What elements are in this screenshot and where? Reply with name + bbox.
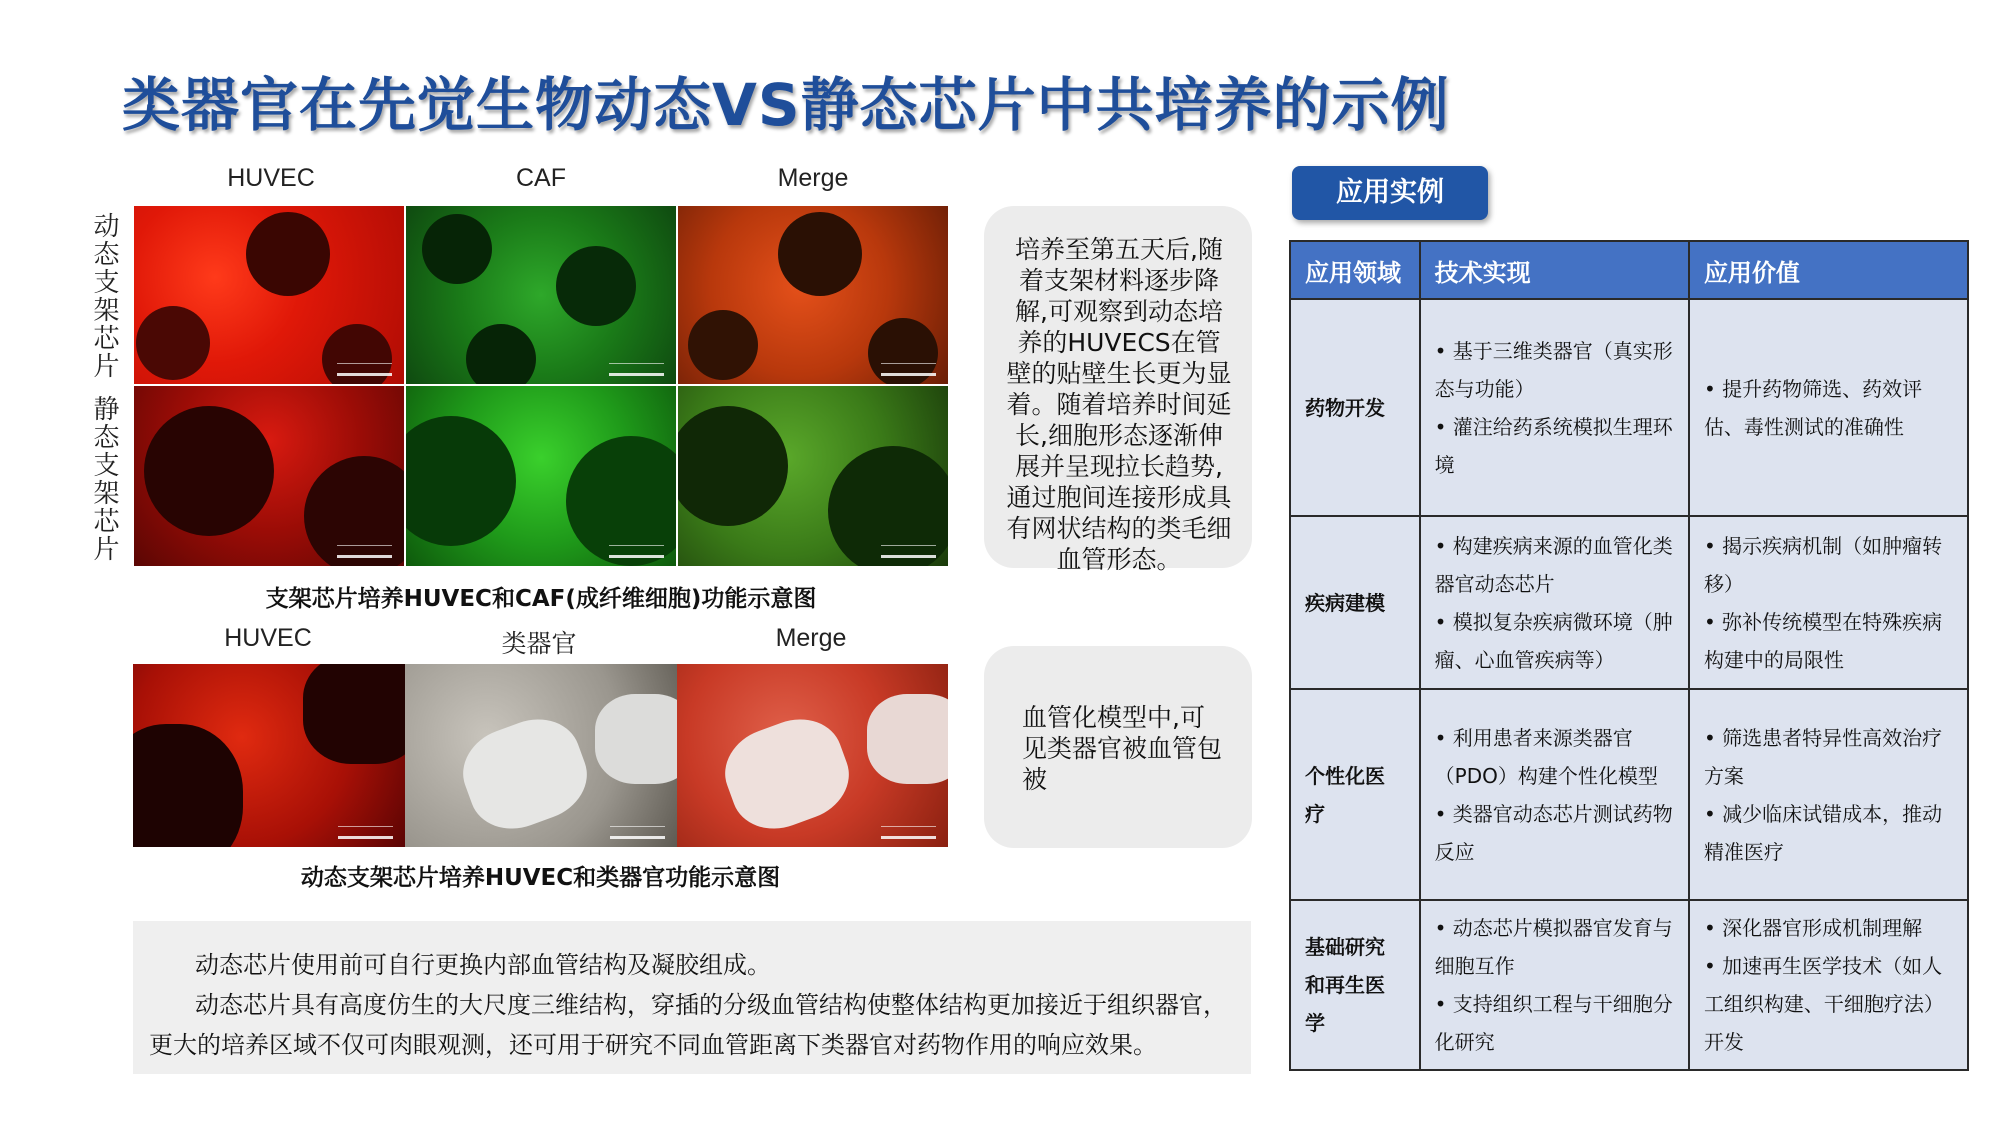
list-item: • 加速再生医学技术（如人工组织构建、干细胞疗法）开发 [1703, 954, 1944, 1054]
micrograph-organoid-merge [677, 664, 948, 847]
list-item: • 动态芯片模拟器官发育与细胞互作 [1434, 916, 1673, 978]
row-tech [1420, 299, 1689, 516]
micrograph-huvec-organoid [133, 664, 405, 847]
micrograph-dynamic-merge [678, 206, 948, 384]
list-item: • 灌注给药系统模拟生理环境 [1434, 414, 1673, 477]
fig1-col-merge: Merge [777, 164, 849, 192]
application-examples-tag: 应用实例 [1292, 166, 1488, 220]
header-tech: 技术实现 [1420, 241, 1689, 299]
list-item: • 深化器官形成机制理解 [1703, 916, 1923, 940]
list-item: • 提升药物筛选、药效评估、毒性测试的准确性 [1703, 376, 1923, 439]
bottom-description [133, 921, 1251, 1074]
list-item: • 构建疾病来源的血管化类器官动态芯片 [1434, 533, 1673, 596]
header-value: 应用价值 [1689, 241, 1968, 299]
row-label-dynamic: 动态支架芯片 [89, 212, 119, 380]
bottom-line-1: 动态芯片使用前可自行更换内部血管结构及凝胶组成。 [195, 951, 771, 979]
list-item: • 基于三维类器官（真实形态与功能） [1434, 338, 1673, 401]
table-row [1290, 900, 1968, 1070]
fig1-caption: 支架芯片培养HUVEC和CAF(成纤维细胞)功能示意图 [265, 586, 817, 612]
list-item: • 筛选患者特异性高效治疗方案 [1703, 725, 1943, 788]
bottom-line-2: 动态芯片具有高度仿生的大尺度三维结构，穿插的分级血管结构使整体结构更加接近于组织器官，更大的培养区域不仅可肉眼观测，还可用于研究不同血管距离下类器官对药物作用的响应效果。 [149, 991, 1227, 1059]
application-table [1289, 240, 1969, 1071]
table-row [1290, 299, 1968, 516]
list-item: • 减少临床试错成本，推动精准医疗 [1703, 801, 1943, 864]
row-value [1689, 516, 1968, 689]
list-item: • 弥补传统模型在特殊疾病构建中的局限性 [1703, 609, 1943, 672]
page-title: 类器官在先觉生物动态VS静态芯片中共培养的示例 [122, 71, 1450, 139]
row-label-static: 静态支架芯片 [89, 395, 119, 563]
note-dynamic-culture: 培养至第五天后,随着支架材料逐步降解,可观察到动态培养的HUVECS在管壁的贴壁生长更为显着。随着培养时间延长,细胞形态逐渐伸展并呈现拉长趋势,通过胞间连接形成具有网状结构的类毛细血管形态。 [984, 206, 1252, 568]
row-value [1689, 299, 1968, 516]
fig2-caption: 动态支架芯片培养HUVEC和类器官功能示意图 [300, 865, 781, 891]
row-field: 基础研究和再生医学 [1290, 900, 1420, 1070]
row-value [1689, 900, 1968, 1070]
micrograph-static-caf [406, 386, 676, 566]
row-field: 个性化医疗 [1290, 689, 1420, 900]
micrograph-organoid-brightfield [405, 664, 677, 847]
row-tech [1420, 900, 1689, 1070]
fig2-col-organoid: 类器官 [501, 630, 577, 658]
list-item: • 类器官动态芯片测试药物反应 [1434, 801, 1673, 864]
note-vascularization: 血管化模型中,可见类器官被血管包被 [984, 646, 1252, 848]
fig2-col-huvec: HUVEC [224, 624, 312, 652]
list-item: • 支持组织工程与干细胞分化研究 [1434, 992, 1673, 1054]
fig1-col-huvec: HUVEC [227, 164, 315, 192]
row-field: 疾病建模 [1290, 516, 1420, 689]
fig1-col-caf: CAF [516, 164, 566, 192]
fig2-col-merge: Merge [775, 624, 847, 652]
micrograph-dynamic-huvec [134, 206, 404, 384]
row-tech [1420, 689, 1689, 900]
table-row [1290, 516, 1968, 689]
micrograph-static-huvec [134, 386, 404, 566]
table-row [1290, 689, 1968, 900]
row-tech [1420, 516, 1689, 689]
micrograph-static-merge [678, 386, 948, 566]
row-value [1689, 689, 1968, 900]
list-item: • 模拟复杂疾病微环境（肿瘤、心血管疾病等） [1434, 609, 1673, 672]
header-field: 应用领域 [1290, 241, 1420, 299]
row-field: 药物开发 [1290, 299, 1420, 516]
list-item: • 揭示疾病机制（如肿瘤转移） [1703, 533, 1943, 596]
micrograph-dynamic-caf [406, 206, 676, 384]
list-item: • 利用患者来源类器官（PDO）构建个性化模型 [1434, 725, 1658, 788]
